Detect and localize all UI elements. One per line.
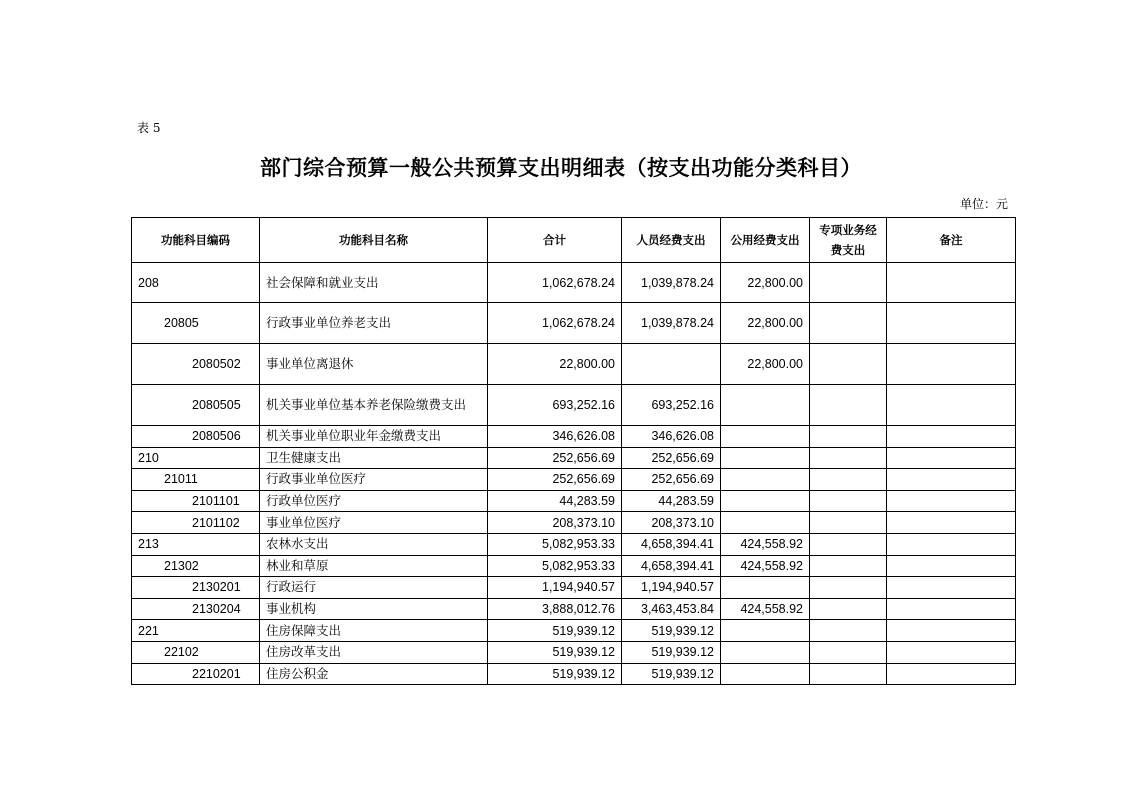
header-special: [810, 218, 887, 263]
cell-special: [810, 344, 887, 385]
table-row: [132, 344, 1016, 385]
cell-special: [810, 555, 887, 577]
cell-code: 221: [132, 620, 260, 642]
cell-public: [721, 663, 810, 685]
cell-total: 1,062,678.24: [488, 263, 622, 303]
cell-remark: [887, 663, 1016, 685]
header-special-line2: 费支出: [830, 243, 866, 257]
cell-total: 519,939.12: [488, 641, 622, 663]
cell-total: 22,800.00: [488, 344, 622, 385]
table-row: [132, 385, 1016, 426]
cell-code: 2210201: [132, 663, 260, 685]
cell-public: [721, 426, 810, 448]
cell-personnel: 1,039,878.24: [622, 303, 721, 344]
cell-personnel: 1,194,940.57: [622, 577, 721, 599]
cell-name: 事业单位离退休: [260, 344, 488, 385]
cell-special: [810, 512, 887, 534]
cell-special: [810, 303, 887, 344]
cell-public: 22,800.00: [721, 303, 810, 344]
cell-personnel: 346,626.08: [622, 426, 721, 448]
header-personnel: 人员经费支出: [622, 218, 721, 263]
cell-personnel: 3,463,453.84: [622, 598, 721, 620]
cell-personnel: 693,252.16: [622, 385, 721, 426]
cell-name: 卫生健康支出: [260, 447, 488, 469]
cell-name: 林业和草原: [260, 555, 488, 577]
cell-special: [810, 426, 887, 448]
cell-name: 农林水支出: [260, 533, 488, 555]
cell-public: [721, 512, 810, 534]
cell-remark: [887, 512, 1016, 534]
page-title: 部门综合预算一般公共预算支出明细表（按支出功能分类科目）: [260, 156, 862, 180]
table-row: [132, 555, 1016, 577]
unit-label: 单位：元: [959, 197, 1008, 211]
cell-code: 22102: [132, 641, 260, 663]
cell-remark: [887, 303, 1016, 344]
cell-personnel: 1,039,878.24: [622, 263, 721, 303]
cell-code: 2130201: [132, 577, 260, 599]
cell-code: 2101102: [132, 512, 260, 534]
cell-code: 208: [132, 263, 260, 303]
cell-total: 5,082,953.33: [488, 533, 622, 555]
cell-public: 22,800.00: [721, 263, 810, 303]
table-row: [132, 533, 1016, 555]
cell-remark: [887, 469, 1016, 491]
table-row: [132, 490, 1016, 512]
header-remark: 备注: [887, 218, 1016, 263]
cell-remark: [887, 385, 1016, 426]
table-row: [132, 426, 1016, 448]
cell-name: 行政运行: [260, 577, 488, 599]
cell-code: 2080502: [132, 344, 260, 385]
cell-total: 1,062,678.24: [488, 303, 622, 344]
cell-public: [721, 620, 810, 642]
cell-personnel: 519,939.12: [622, 663, 721, 685]
cell-special: [810, 447, 887, 469]
cell-name: 事业单位医疗: [260, 512, 488, 534]
cell-total: 519,939.12: [488, 620, 622, 642]
cell-special: [810, 577, 887, 599]
header-public: 公用经费支出: [721, 218, 810, 263]
cell-remark: [887, 555, 1016, 577]
cell-name: 住房公积金: [260, 663, 488, 685]
cell-code: 2130204: [132, 598, 260, 620]
cell-personnel: 44,283.59: [622, 490, 721, 512]
cell-total: 208,373.10: [488, 512, 622, 534]
cell-code: 2080505: [132, 385, 260, 426]
cell-code: 21302: [132, 555, 260, 577]
header-special-line1: 专项业务经: [819, 223, 877, 237]
cell-personnel: [622, 344, 721, 385]
cell-total: 519,939.12: [488, 663, 622, 685]
cell-public: [721, 469, 810, 491]
cell-name: 机关事业单位职业年金缴费支出: [260, 426, 488, 448]
cell-name: 事业机构: [260, 598, 488, 620]
cell-code: 210: [132, 447, 260, 469]
header-total: 合计: [488, 218, 622, 263]
table-number: 表 5: [137, 121, 161, 135]
table-row: [132, 663, 1016, 685]
table-row: [132, 263, 1016, 303]
cell-special: [810, 533, 887, 555]
cell-name: 行政事业单位养老支出: [260, 303, 488, 344]
cell-public: [721, 577, 810, 599]
cell-remark: [887, 344, 1016, 385]
cell-remark: [887, 447, 1016, 469]
cell-code: 213: [132, 533, 260, 555]
cell-name: 行政单位医疗: [260, 490, 488, 512]
cell-special: [810, 469, 887, 491]
cell-code: 2101101: [132, 490, 260, 512]
table-row: [132, 641, 1016, 663]
cell-name: 住房保障支出: [260, 620, 488, 642]
cell-name: 行政事业单位医疗: [260, 469, 488, 491]
cell-remark: [887, 641, 1016, 663]
header-name: 功能科目名称: [260, 218, 488, 263]
cell-special: [810, 598, 887, 620]
cell-code: 20805: [132, 303, 260, 344]
table-row: [132, 303, 1016, 344]
cell-personnel: 252,656.69: [622, 469, 721, 491]
cell-remark: [887, 426, 1016, 448]
cell-special: [810, 641, 887, 663]
cell-special: [810, 263, 887, 303]
cell-remark: [887, 533, 1016, 555]
table-row: [132, 598, 1016, 620]
cell-total: 3,888,012.76: [488, 598, 622, 620]
cell-code: 2080506: [132, 426, 260, 448]
cell-special: [810, 385, 887, 426]
cell-total: 252,656.69: [488, 469, 622, 491]
cell-public: [721, 641, 810, 663]
table-row: [132, 469, 1016, 491]
table-row: [132, 447, 1016, 469]
cell-public: 424,558.92: [721, 533, 810, 555]
cell-personnel: 519,939.12: [622, 641, 721, 663]
cell-total: 44,283.59: [488, 490, 622, 512]
cell-name: 社会保障和就业支出: [260, 263, 488, 303]
cell-remark: [887, 263, 1016, 303]
cell-remark: [887, 620, 1016, 642]
cell-total: 346,626.08: [488, 426, 622, 448]
cell-public: [721, 447, 810, 469]
header-code: 功能科目编码: [132, 218, 260, 263]
table-row: [132, 620, 1016, 642]
cell-special: [810, 620, 887, 642]
cell-public: [721, 385, 810, 426]
cell-special: [810, 490, 887, 512]
cell-public: [721, 490, 810, 512]
cell-personnel: 208,373.10: [622, 512, 721, 534]
cell-remark: [887, 598, 1016, 620]
cell-personnel: 4,658,394.41: [622, 555, 721, 577]
expenditure-table: [131, 217, 1016, 685]
cell-code: 21011: [132, 469, 260, 491]
cell-remark: [887, 577, 1016, 599]
cell-total: 693,252.16: [488, 385, 622, 426]
table-header-row: [132, 218, 1016, 263]
cell-special: [810, 663, 887, 685]
cell-personnel: 519,939.12: [622, 620, 721, 642]
table-row: [132, 512, 1016, 534]
cell-name: 机关事业单位基本养老保险缴费支出: [260, 385, 488, 426]
cell-total: 5,082,953.33: [488, 555, 622, 577]
cell-name: 住房改革支出: [260, 641, 488, 663]
cell-public: 424,558.92: [721, 555, 810, 577]
cell-public: 424,558.92: [721, 598, 810, 620]
cell-remark: [887, 490, 1016, 512]
cell-personnel: 252,656.69: [622, 447, 721, 469]
table-row: [132, 577, 1016, 599]
cell-public: 22,800.00: [721, 344, 810, 385]
cell-total: 252,656.69: [488, 447, 622, 469]
cell-total: 1,194,940.57: [488, 577, 622, 599]
cell-personnel: 4,658,394.41: [622, 533, 721, 555]
